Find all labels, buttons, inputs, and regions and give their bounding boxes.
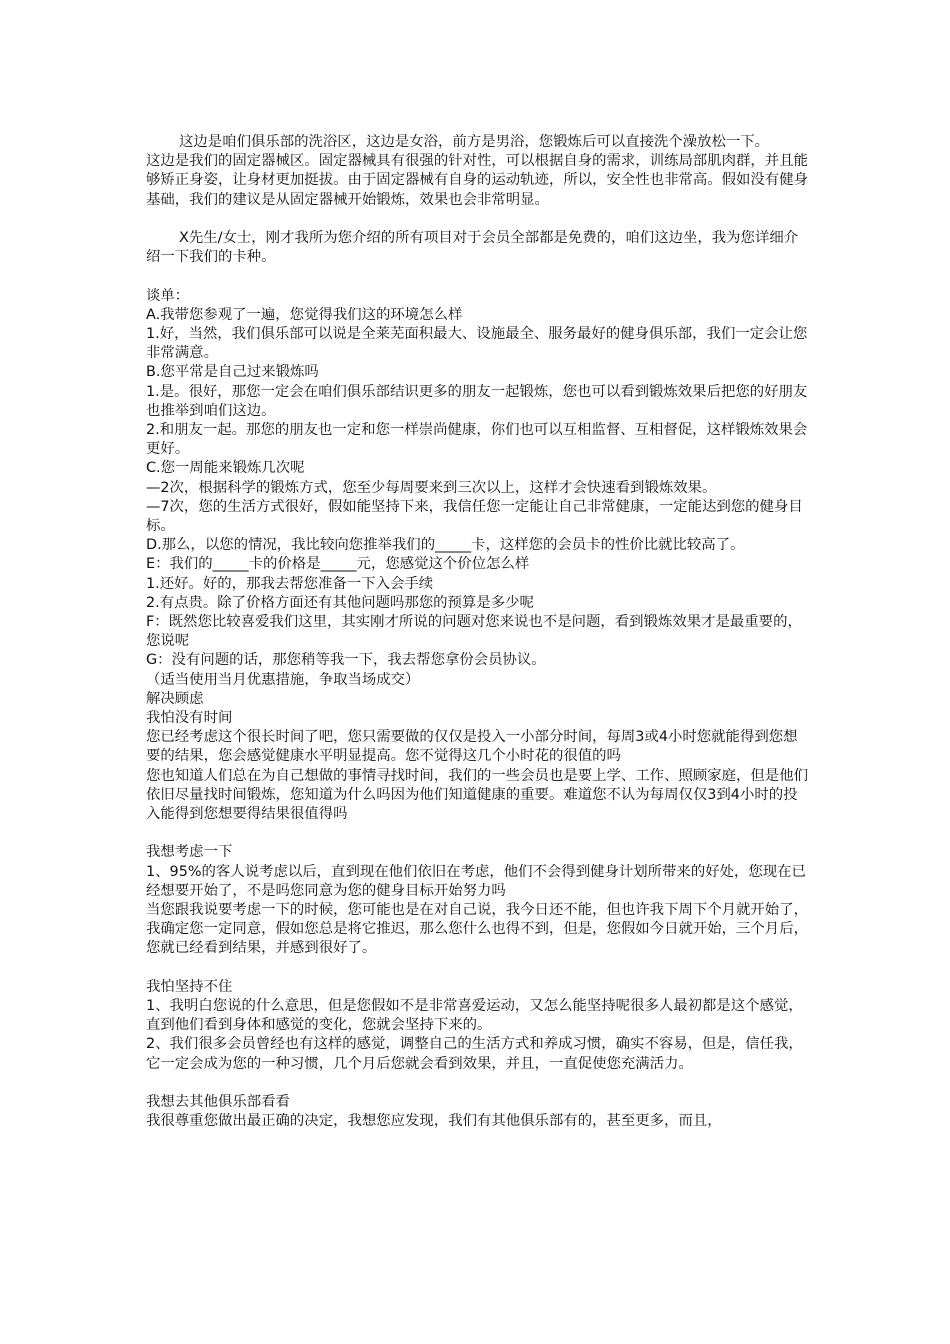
item-d: D.那么，以您的情况，我比较向您推举我们的_____卡，这样您的会员卡的性价比就比较高了。 [146,537,745,554]
document-page [146,133,808,1131]
heading-no-time: 我怕没有时间 [146,710,233,727]
paragraph-persist-2: 2、我们很多会员曾经也有这样的感觉，调整自己的生活方式和养成习惯，确实不容易，但是，信任我，它一定会成为您的一种习惯，几个月后您就会看到效果，并且，一直促使您充满活力。 [146,1036,803,1072]
heading-resolve-concerns: 解决顾虑 [146,690,204,707]
paragraph-bath-area: 这边是咱们俱乐部的洗浴区，这边是女浴，前方是男浴，您锻炼后可以直接洗个澡放松一下。 [179,134,770,150]
blank-line [146,210,808,229]
item-g: G：没有问题的话，那您稍等我一下，我去帮您拿份会员协议。 [146,652,546,669]
answer-c-1: —2次，根据科学的锻炼方式，您至少每周要来到三次以上，这样才会快速看到锻炼效果。 [146,479,717,496]
question-a: A.我带您参观了一遍，您觉得我们这的环境怎么样 [146,306,463,323]
paragraph-think-2: 当您跟我说要考虑一下的时候，您可能也是在对自己说，我今日还不能，但也许我下周下个月就开始了，我确定您一定同意，假如您总是将它推迟，那么您什么也得不到，但是，您假如今日就开始，三个月后，您就已经看到结果，并感到很好了。 [146,902,808,957]
question-b: B.您平常是自己过来锻炼吗 [146,364,319,381]
paragraph-other-clubs: 我很尊重您做出最正确的决定，我想您应发现，我们有其他俱乐部有的，甚至更多，而且， [146,1113,722,1130]
note-discount: （适当使用当月优惠措施，争取当场成交） [146,671,420,688]
answer-c-2: —7次，您的生活方式很好，假如能坚持下来，我信任您一定能让自己非常健康，一定能达到您的健身目标。 [146,498,803,535]
paragraph-no-time-1: 您已经考虑这个很长时间了吧，您只需要做的仅仅是投入一小部分时间，每周3或4小时您就能得到您想要的结果，您会感觉健康水平明显提高。您不觉得这几个小时花的很值的吗 [146,729,798,765]
answer-a-1: 1.好，当然，我们俱乐部可以说是全莱芜面积最大、设施最全、服务最好的健身俱乐部，我们一定会让您非常满意。 [146,326,808,362]
heading-cant-persist: 我怕坚持不住 [146,978,233,995]
answer-e-1: 1.还好。好的，那我去帮您准备一下入会手续 [146,575,434,592]
item-e: E：我们的_____卡的价格是_____元，您感觉这个价位怎么样 [146,556,530,573]
heading-talk: 谈单： [146,287,190,304]
item-f: F：既然您比较喜爱我们这里，其实刚才所说的问题对您来说也不是问题，看到锻炼效果才是最重要的，您说呢 [146,614,802,650]
paragraph-free-items: X先生/女士，刚才我所为您介绍的所有项目对于会员全部都是免费的，咱们这边坐，我为您详细介绍一下我们的卡种。 [146,230,799,266]
answer-b-1: 1.是。很好，那您一定会在咱们俱乐部结识更多的朋友一起锻炼，您也可以看到锻炼效果后把您的好朋友也推举到咱们这边。 [146,383,808,419]
blank-line [146,267,808,286]
paragraph-think-1: 1、95%的客人说考虑以后，直到现在他们依旧在考虑，他们不会得到健身计划所带来的好处，您现在已经想要开始了，不是吗您同意为您的健身目标开始努力吗 [146,863,806,899]
question-c: C.您一周能来锻炼几次呢 [146,460,305,477]
paragraph-fixed-equipment: 这边是我们的固定器械区。固定器械具有很强的针对性，可以根据自身的需求，训练局部肌肉群，并且能够矫正身姿，让身材更加挺拔。由于固定器械有自身的运动轨迹，所以，安全性也非常高。假如没有健身基础，我们的建议是从固定器械开始锻炼，效果也会非常明显。 [146,153,808,208]
heading-think-it-over: 我想考虑一下 [146,844,233,861]
blank-line [146,959,808,978]
answer-b-2: 2.和朋友一起。那您的朋友也一定和您一样崇尚健康，你们也可以互相监督、互相督促，这样锻炼效果会更好。 [146,422,808,458]
heading-other-clubs: 我想去其他俱乐部看看 [146,1094,290,1111]
paragraph-persist-1: 1、我明白您说的什么意思，但是您假如不是非常喜爱运动，又怎么能坚持呢很多人最初都是这个感觉，直到他们看到身体和感觉的变化，您就会坚持下来的。 [146,998,803,1034]
blank-line [146,1074,808,1093]
answer-e-2: 2.有点贵。除了价格方面还有其他问题吗那您的预算是多少呢 [146,594,534,611]
blank-line [146,824,808,843]
paragraph-no-time-2: 您也知道人们总在为自己想做的事情寻找时间，我们的一些会员也是要上学、工作、照顾家庭，但是他们依旧尽量找时间锻炼，您知道为什么吗因为他们知道健康的重要。难道您不认为每周仅仅3到4小时的投入能得到您想要得结果很值得吗 [146,767,808,823]
